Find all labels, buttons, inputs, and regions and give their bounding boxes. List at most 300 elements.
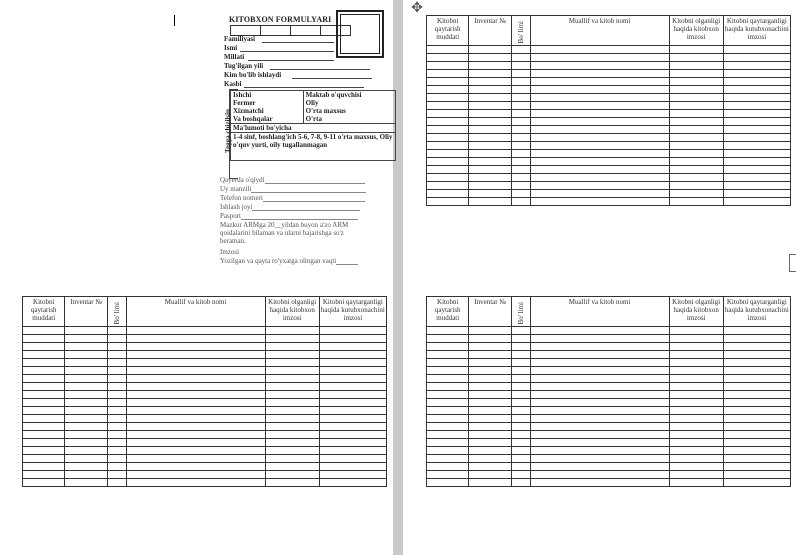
table-cell[interactable] (511, 335, 530, 343)
table-cell[interactable] (65, 327, 107, 335)
table-cell[interactable] (723, 46, 790, 54)
table-cell[interactable] (126, 439, 265, 447)
table-cell[interactable] (511, 479, 530, 487)
table-cell[interactable] (23, 391, 65, 399)
table-cell[interactable] (723, 455, 790, 463)
table-cell[interactable] (427, 46, 469, 54)
table-cell[interactable] (23, 423, 65, 431)
table-cell[interactable] (126, 479, 265, 487)
table-cell[interactable] (530, 150, 669, 158)
table-cell[interactable] (427, 118, 469, 126)
table-cell[interactable] (511, 158, 530, 166)
table-cell[interactable] (530, 407, 669, 415)
table-cell[interactable] (530, 102, 669, 110)
table-cell[interactable] (669, 118, 723, 126)
table-cell[interactable] (427, 383, 469, 391)
table-cell[interactable] (723, 479, 790, 487)
table-cell[interactable] (723, 383, 790, 391)
table-cell[interactable] (427, 142, 469, 150)
table-cell[interactable] (107, 359, 126, 367)
table-cell[interactable] (511, 359, 530, 367)
table-cell[interactable] (469, 383, 511, 391)
table-cell[interactable] (530, 367, 669, 375)
table-cell[interactable] (669, 391, 723, 399)
table-cell[interactable] (23, 439, 65, 447)
table-cell[interactable] (65, 407, 107, 415)
table-cell[interactable] (669, 335, 723, 343)
table-cell[interactable] (319, 343, 386, 351)
table-cell[interactable] (530, 62, 669, 70)
table-cell[interactable] (126, 335, 265, 343)
table-cell[interactable] (723, 423, 790, 431)
table-cell[interactable] (265, 439, 319, 447)
table-cell[interactable] (469, 431, 511, 439)
table-cell[interactable] (669, 166, 723, 174)
table-cell[interactable] (265, 463, 319, 471)
table-cell[interactable] (530, 158, 669, 166)
table-cell[interactable] (669, 439, 723, 447)
table-cell[interactable] (265, 391, 319, 399)
table-cell[interactable] (511, 439, 530, 447)
table-cell[interactable] (319, 383, 386, 391)
table-cell[interactable] (511, 118, 530, 126)
table-cell[interactable] (65, 335, 107, 343)
table-cell[interactable] (530, 351, 669, 359)
table-cell[interactable] (319, 327, 386, 335)
table-cell[interactable] (265, 375, 319, 383)
table-cell[interactable] (107, 399, 126, 407)
table-cell[interactable] (723, 182, 790, 190)
table-cell[interactable] (723, 447, 790, 455)
table-cell[interactable] (669, 174, 723, 182)
table-cell[interactable] (530, 182, 669, 190)
table-cell[interactable] (319, 391, 386, 399)
table-cell[interactable] (669, 94, 723, 102)
table-cell[interactable] (469, 471, 511, 479)
table-cell[interactable] (511, 110, 530, 118)
table-cell[interactable] (469, 158, 511, 166)
table-cell[interactable] (511, 102, 530, 110)
table-cell[interactable] (511, 70, 530, 78)
table-cell[interactable] (723, 407, 790, 415)
move-icon[interactable]: ✥ (411, 0, 423, 16)
table-cell[interactable] (126, 359, 265, 367)
table-cell[interactable] (723, 327, 790, 335)
table-cell[interactable] (319, 423, 386, 431)
table-cell[interactable] (427, 86, 469, 94)
table-cell[interactable] (126, 423, 265, 431)
table-cell[interactable] (511, 142, 530, 150)
table-cell[interactable] (469, 407, 511, 415)
table-cell[interactable] (427, 343, 469, 351)
table-cell[interactable] (530, 166, 669, 174)
table-cell[interactable] (511, 343, 530, 351)
table-cell[interactable] (723, 375, 790, 383)
table-cell[interactable] (265, 335, 319, 343)
table-cell[interactable] (126, 447, 265, 455)
table-cell[interactable] (511, 391, 530, 399)
table-cell[interactable] (469, 118, 511, 126)
table-cell[interactable] (511, 431, 530, 439)
table-cell[interactable] (530, 110, 669, 118)
table-cell[interactable] (107, 367, 126, 375)
table-cell[interactable] (511, 150, 530, 158)
table-cell[interactable] (65, 447, 107, 455)
table-cell[interactable] (23, 479, 65, 487)
table-cell[interactable] (723, 158, 790, 166)
table-cell[interactable] (469, 447, 511, 455)
table-cell[interactable] (427, 94, 469, 102)
table-cell[interactable] (469, 70, 511, 78)
table-cell[interactable] (469, 78, 511, 86)
table-cell[interactable] (23, 463, 65, 471)
table-cell[interactable] (107, 479, 126, 487)
table-cell[interactable] (265, 367, 319, 375)
table-cell[interactable] (65, 455, 107, 463)
table-cell[interactable] (669, 399, 723, 407)
table-cell[interactable] (723, 367, 790, 375)
table-cell[interactable] (723, 463, 790, 471)
table-cell[interactable] (723, 110, 790, 118)
table-cell[interactable] (511, 351, 530, 359)
table-cell[interactable] (669, 367, 723, 375)
table-cell[interactable] (319, 479, 386, 487)
table-cell[interactable] (427, 431, 469, 439)
table-cell[interactable] (23, 327, 65, 335)
table-cell[interactable] (511, 375, 530, 383)
table-cell[interactable] (427, 54, 469, 62)
table-cell[interactable] (530, 70, 669, 78)
table-cell[interactable] (319, 335, 386, 343)
table-cell[interactable] (530, 399, 669, 407)
table-cell[interactable] (723, 54, 790, 62)
table-cell[interactable] (469, 343, 511, 351)
table-cell[interactable] (23, 407, 65, 415)
table-cell[interactable] (23, 455, 65, 463)
table-cell[interactable] (530, 46, 669, 54)
table-cell[interactable] (469, 102, 511, 110)
table-cell[interactable] (126, 399, 265, 407)
table-cell[interactable] (23, 367, 65, 375)
table-cell[interactable] (23, 431, 65, 439)
table-cell[interactable] (126, 455, 265, 463)
table-cell[interactable] (469, 335, 511, 343)
table-cell[interactable] (107, 415, 126, 423)
table-cell[interactable] (530, 327, 669, 335)
table-cell[interactable] (65, 471, 107, 479)
table-cell[interactable] (669, 126, 723, 134)
table-cell[interactable] (265, 399, 319, 407)
table-cell[interactable] (23, 383, 65, 391)
table-cell[interactable] (530, 383, 669, 391)
table-cell[interactable] (530, 190, 669, 198)
table-cell[interactable] (723, 335, 790, 343)
table-cell[interactable] (530, 118, 669, 126)
table-cell[interactable] (469, 142, 511, 150)
table-cell[interactable] (427, 110, 469, 118)
table-cell[interactable] (319, 471, 386, 479)
table-cell[interactable] (669, 158, 723, 166)
table-cell[interactable] (126, 383, 265, 391)
table-cell[interactable] (469, 182, 511, 190)
table-cell[interactable] (319, 463, 386, 471)
table-cell[interactable] (469, 150, 511, 158)
table-cell[interactable] (427, 166, 469, 174)
table-cell[interactable] (319, 375, 386, 383)
table-cell[interactable] (669, 46, 723, 54)
table-cell[interactable] (723, 471, 790, 479)
table-cell[interactable] (427, 182, 469, 190)
table-cell[interactable] (723, 150, 790, 158)
table-cell[interactable] (427, 62, 469, 70)
table-cell[interactable] (427, 375, 469, 383)
table-cell[interactable] (23, 351, 65, 359)
table-cell[interactable] (427, 126, 469, 134)
table-cell[interactable] (65, 367, 107, 375)
table-cell[interactable] (126, 391, 265, 399)
table-cell[interactable] (511, 54, 530, 62)
table-cell[interactable] (723, 359, 790, 367)
table-cell[interactable] (723, 94, 790, 102)
table-cell[interactable] (126, 367, 265, 375)
table-cell[interactable] (530, 455, 669, 463)
table-cell[interactable] (265, 351, 319, 359)
table-cell[interactable] (319, 359, 386, 367)
table-cell[interactable] (427, 351, 469, 359)
table-cell[interactable] (427, 174, 469, 182)
table-cell[interactable] (107, 439, 126, 447)
table-cell[interactable] (530, 142, 669, 150)
table-cell[interactable] (126, 471, 265, 479)
table-cell[interactable] (669, 182, 723, 190)
table-cell[interactable] (511, 78, 530, 86)
table-cell[interactable] (723, 142, 790, 150)
table-cell[interactable] (107, 391, 126, 399)
table-cell[interactable] (319, 447, 386, 455)
table-cell[interactable] (723, 78, 790, 86)
table-cell[interactable] (511, 134, 530, 142)
table-cell[interactable] (669, 327, 723, 335)
table-cell[interactable] (469, 110, 511, 118)
table-cell[interactable] (669, 198, 723, 206)
table-cell[interactable] (511, 407, 530, 415)
table-cell[interactable] (319, 431, 386, 439)
table-cell[interactable] (107, 327, 126, 335)
table-cell[interactable] (469, 367, 511, 375)
table-cell[interactable] (265, 423, 319, 431)
table-cell[interactable] (530, 174, 669, 182)
table-cell[interactable] (669, 78, 723, 86)
table-cell[interactable] (265, 471, 319, 479)
table-cell[interactable] (669, 423, 723, 431)
table-cell[interactable] (511, 463, 530, 471)
table-cell[interactable] (469, 134, 511, 142)
table-cell[interactable] (530, 359, 669, 367)
table-cell[interactable] (427, 455, 469, 463)
table-cell[interactable] (669, 134, 723, 142)
table-cell[interactable] (265, 359, 319, 367)
table-cell[interactable] (319, 367, 386, 375)
table-cell[interactable] (469, 399, 511, 407)
table-cell[interactable] (723, 439, 790, 447)
table-cell[interactable] (723, 102, 790, 110)
table-cell[interactable] (107, 375, 126, 383)
table-cell[interactable] (469, 463, 511, 471)
table-cell[interactable] (319, 455, 386, 463)
table-cell[interactable] (107, 471, 126, 479)
table-cell[interactable] (530, 54, 669, 62)
table-cell[interactable] (469, 174, 511, 182)
table-cell[interactable] (23, 447, 65, 455)
table-cell[interactable] (511, 86, 530, 94)
table-cell[interactable] (65, 463, 107, 471)
table-cell[interactable] (65, 351, 107, 359)
table-cell[interactable] (530, 431, 669, 439)
table-cell[interactable] (427, 439, 469, 447)
table-cell[interactable] (669, 407, 723, 415)
table-cell[interactable] (511, 46, 530, 54)
table-cell[interactable] (530, 134, 669, 142)
table-cell[interactable] (265, 447, 319, 455)
table-cell[interactable] (427, 359, 469, 367)
table-cell[interactable] (469, 62, 511, 70)
table-cell[interactable] (469, 46, 511, 54)
table-cell[interactable] (530, 198, 669, 206)
table-cell[interactable] (319, 351, 386, 359)
table-cell[interactable] (511, 182, 530, 190)
table-cell[interactable] (65, 479, 107, 487)
table-cell[interactable] (427, 102, 469, 110)
table-cell[interactable] (511, 174, 530, 182)
table-cell[interactable] (427, 158, 469, 166)
table-cell[interactable] (469, 126, 511, 134)
table-cell[interactable] (265, 479, 319, 487)
table-cell[interactable] (65, 391, 107, 399)
table-cell[interactable] (723, 166, 790, 174)
table-cell[interactable] (669, 383, 723, 391)
table-cell[interactable] (669, 110, 723, 118)
table-cell[interactable] (126, 343, 265, 351)
table-cell[interactable] (469, 351, 511, 359)
table-cell[interactable] (511, 166, 530, 174)
table-cell[interactable] (126, 415, 265, 423)
table-cell[interactable] (107, 383, 126, 391)
table-cell[interactable] (126, 463, 265, 471)
table-cell[interactable] (427, 463, 469, 471)
table-cell[interactable] (669, 447, 723, 455)
table-cell[interactable] (65, 399, 107, 407)
table-cell[interactable] (723, 351, 790, 359)
table-cell[interactable] (265, 431, 319, 439)
table-cell[interactable] (107, 447, 126, 455)
table-cell[interactable] (107, 431, 126, 439)
table-cell[interactable] (23, 375, 65, 383)
table-cell[interactable] (511, 423, 530, 431)
table-cell[interactable] (427, 150, 469, 158)
table-cell[interactable] (427, 447, 469, 455)
table-cell[interactable] (469, 415, 511, 423)
table-cell[interactable] (469, 455, 511, 463)
table-cell[interactable] (669, 102, 723, 110)
table-cell[interactable] (669, 375, 723, 383)
table-cell[interactable] (723, 70, 790, 78)
table-cell[interactable] (511, 190, 530, 198)
table-cell[interactable] (427, 407, 469, 415)
table-cell[interactable] (23, 335, 65, 343)
table-cell[interactable] (669, 463, 723, 471)
table-cell[interactable] (511, 399, 530, 407)
table-cell[interactable] (530, 479, 669, 487)
table-cell[interactable] (126, 431, 265, 439)
table-cell[interactable] (126, 407, 265, 415)
table-cell[interactable] (511, 327, 530, 335)
table-cell[interactable] (530, 335, 669, 343)
table-cell[interactable] (427, 479, 469, 487)
table-cell[interactable] (65, 431, 107, 439)
table-cell[interactable] (65, 343, 107, 351)
table-cell[interactable] (723, 62, 790, 70)
table-cell[interactable] (669, 62, 723, 70)
table-cell[interactable] (427, 471, 469, 479)
table-cell[interactable] (669, 190, 723, 198)
table-cell[interactable] (530, 343, 669, 351)
table-cell[interactable] (427, 423, 469, 431)
table-cell[interactable] (65, 415, 107, 423)
table-cell[interactable] (107, 351, 126, 359)
table-cell[interactable] (469, 166, 511, 174)
table-cell[interactable] (265, 383, 319, 391)
table-cell[interactable] (723, 399, 790, 407)
table-cell[interactable] (23, 359, 65, 367)
table-cell[interactable] (723, 174, 790, 182)
table-cell[interactable] (511, 62, 530, 70)
table-cell[interactable] (23, 471, 65, 479)
table-cell[interactable] (530, 375, 669, 383)
table-cell[interactable] (65, 359, 107, 367)
table-cell[interactable] (669, 142, 723, 150)
table-cell[interactable] (427, 78, 469, 86)
table-cell[interactable] (669, 359, 723, 367)
table-cell[interactable] (511, 94, 530, 102)
table-cell[interactable] (723, 190, 790, 198)
table-cell[interactable] (669, 150, 723, 158)
table-cell[interactable] (469, 190, 511, 198)
table-cell[interactable] (427, 399, 469, 407)
table-cell[interactable] (469, 86, 511, 94)
table-cell[interactable] (427, 70, 469, 78)
table-cell[interactable] (319, 439, 386, 447)
table-cell[interactable] (107, 463, 126, 471)
table-cell[interactable] (511, 367, 530, 375)
table-cell[interactable] (530, 439, 669, 447)
table-cell[interactable] (265, 407, 319, 415)
table-cell[interactable] (669, 86, 723, 94)
table-cell[interactable] (107, 335, 126, 343)
table-cell[interactable] (723, 391, 790, 399)
table-cell[interactable] (319, 407, 386, 415)
table-cell[interactable] (469, 54, 511, 62)
table-cell[interactable] (427, 335, 469, 343)
table-cell[interactable] (530, 126, 669, 134)
table-cell[interactable] (126, 351, 265, 359)
table-cell[interactable] (530, 423, 669, 431)
table-cell[interactable] (469, 375, 511, 383)
table-cell[interactable] (319, 399, 386, 407)
table-cell[interactable] (469, 94, 511, 102)
table-cell[interactable] (107, 423, 126, 431)
table-cell[interactable] (530, 447, 669, 455)
table-cell[interactable] (469, 198, 511, 206)
